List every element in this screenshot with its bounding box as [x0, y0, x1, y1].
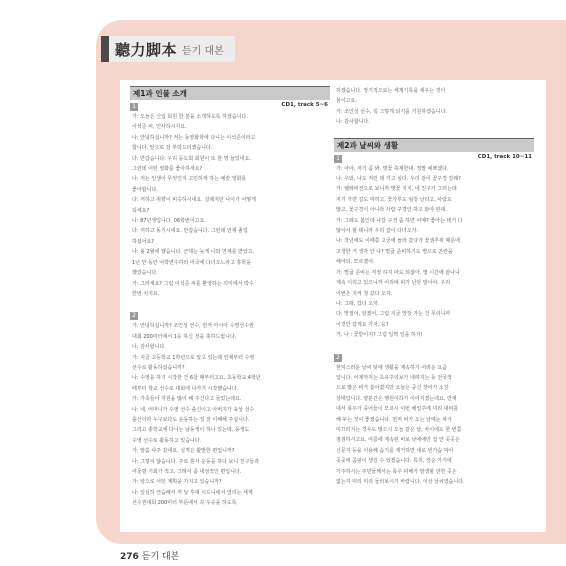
text-line: 가: 앞으로 어떤 계획을 가지고 있습니까?: [132, 479, 222, 486]
text-line: 다: 저하고 동기시네요. 반갑습니다. 그런데 언제 졸업: [132, 228, 248, 235]
text-line: 계속 이리고 있으니까 이리에 피가 난닫 말이야. 우리: [336, 280, 451, 287]
text-line: 선수권대회 200미터 부문에서 꼭 우승을 하도록: [132, 500, 237, 507]
dialogue-block: [334, 86, 534, 128]
text-line: 나: 수영을 하기 시작한 건 6살 때부터고요, 초등학교 4학년: [132, 375, 261, 382]
text-line: 많고, 꽃구경이 아니라 사람 구경인 하고 와야 된대.: [336, 207, 447, 214]
text-line: 나: 그렇지 않습니다. 주로 혼자 운동을 하다 보니 친구들과: [132, 458, 260, 465]
text-line: 고생한 거 생각 안 나? 벌굽 준비하기도 별으로 곤란을: [336, 248, 453, 255]
text-line: 나: 작년에도 이때쯤 고궁에 놀러 갔다가 꽃샘추위 때문에: [336, 238, 460, 245]
text-line: 선수로 활동하셨습니까?: [132, 364, 185, 371]
lesson-1-title: 제1과 인물 소개: [130, 86, 330, 100]
text-line: 하겠습니다. 장기적으로는 세계기록을 세우는 것이: [336, 88, 446, 94]
text-line: 1년 반 동안 어학연수하러 미국에 다녀오느라고 휴학을: [132, 259, 251, 266]
text-line: 어울릴 기회가 적고, 그래서 좀 내성적인 편입니다.: [132, 469, 242, 475]
text-line: 이석준 씨, 인사하시지요.: [132, 124, 187, 131]
text-line: 이것만 같게요 가자, 응?: [336, 321, 389, 328]
text-line: 나: 87년생입니다. 06학번이고요.: [132, 218, 206, 225]
text-line: 나: 올 2월에 했습니다. 군대는 늦게 나와 면제를 받았고,: [132, 249, 255, 256]
right-column: [334, 86, 534, 487]
dialogue-block: [130, 321, 330, 508]
left-column: [130, 86, 330, 509]
text-line: 가: 그래도 봄인데 나갈 구경 좀 하면 어때? 좋아는 데거 다: [336, 217, 463, 224]
text-line: 많아서 할 테니까 우리 같이 다녀오자.: [336, 228, 418, 235]
page-footer: [120, 549, 179, 562]
text-line: 으로 많은 비가 쏟아졌지만 오늘은 중신 장마가 소강: [336, 385, 449, 392]
page-number: 276: [120, 552, 139, 562]
text-line: 좋아합니다.: [132, 186, 158, 193]
lesson-1-track-row: [130, 102, 330, 112]
text-line: 출신이라 누구보다도 운동하는 걸 잘 이해해 주십니다.: [132, 416, 250, 423]
text-line: 가: 벌굽 준비는 걱정 하지 마도 되잖아. 몇 시간에 끝나니: [336, 269, 460, 276]
text-line: 나: 저는 인생이 무엇인지 고민하게 하는 예술 영화를: [132, 176, 247, 183]
footer-label: 듣기 대본: [141, 552, 180, 562]
text-line: 가: 가족들이 지원을 많이 해 주신다고 들었는데요.: [132, 396, 242, 403]
text-line: 한번 치지요.: [132, 290, 160, 297]
text-line: 가: 말씀 사주 같네요. 성격은 활발한 편입니까?: [132, 448, 235, 455]
lesson-2-track-row: [334, 154, 534, 164]
text-line: 때부터 학교 선수로 대회에 나가기 시작했습니다.: [132, 385, 239, 392]
text-line: 되세요?: [132, 207, 150, 214]
section-number-badge: 2: [334, 354, 342, 362]
text-line: 다: 맞절아, 알겠어, 그럼 지금 망장 가는 건 무리니까: [336, 311, 451, 318]
text-line: 나: 일실히 연습해서 저 달 후에 시드니에서 열리는 세계: [132, 489, 253, 496]
text-line: 꿈이고요.: [336, 98, 357, 105]
text-line: 하셨어요?: [132, 238, 154, 245]
dialogue-block: [334, 164, 534, 341]
text-line: 해야되, 모르겠어.: [336, 259, 375, 266]
track-label: CD1, track 5~6: [281, 102, 328, 108]
header-accent-bar: [101, 36, 109, 62]
text-line: 나: 감사합니다.: [336, 119, 370, 126]
text-line: 가: 텔레비전으로 보니까 벚꽃 지지, 네 친구가 그러는데: [336, 186, 457, 193]
text-line: 이번은 지켜 첫 갔다 오자.: [336, 290, 393, 297]
dialogue-block: [130, 112, 330, 299]
header-title: 聽力脚本: [115, 40, 178, 59]
text-line: 대회 200미터에서 1등 하신 것을 축하드립니다.: [132, 333, 237, 340]
section-header: [101, 36, 235, 62]
text-line: 가: 지금 고등학교 1학년으로 알고 있는데 언제부터 수영: [132, 354, 255, 361]
text-line: 가: 안녕하십니까? 조인성 선수, 먼저 아시아 수영선수권: [132, 323, 254, 330]
text-line: 상태입니다. 양분간은 행원이하가 이어지겠는데요, 연재: [336, 395, 457, 402]
text-line: 없는지 미리 미리 둘러보시기 바랍니다. 이상 날씨였습니다.: [336, 479, 465, 485]
text-line: 나: 안녕하십니까? 저는 동양화학에 다니는 이석준이라고: [132, 134, 256, 141]
text-line: 합니다. 앞으로 잘 부탁드리겠습니다.: [132, 145, 213, 152]
track-label: CD1, track 10~11: [477, 153, 532, 160]
text-line: 점검하시고요, 여름에 계속된 비로 낮에에만 집 안 곳곳은: [336, 437, 460, 444]
text-line: 신문지 등을 이용해 습기를 제거하면 새로 빈가습 막아: [336, 447, 454, 454]
text-line: 저기 가면 길도 막히고, 꽃가루도 엄청 날리고, 사람도: [336, 196, 452, 203]
text-line: 나: 그래, 갔다 오자.: [336, 300, 380, 307]
header-subtitle: 듣기 대본: [182, 45, 224, 57]
lesson-1-section-2-row: [130, 311, 330, 321]
text-line: 그런데 어떤 영화를 좋아하세요?: [132, 166, 203, 173]
section-number-badge: 2: [130, 312, 138, 320]
text-line: 입니다. 어제까지는 초유주의보가 내려지는 등 전국적: [336, 374, 452, 381]
text-line: 나: 감사합니다.: [132, 344, 166, 351]
text-line: 해 두는 것이 좋겠습니다. 먼저 비가 오는 날에는 차가: [336, 416, 452, 423]
lesson-2-section-2-row: [334, 353, 534, 363]
text-line: 미끄러지는 경우도 많으시 오늘 같은 날, 차이에도 한 번쯤: [336, 426, 462, 433]
text-line: 가: 그러세요? 그럼 이석준 씨를 환영하는 의미에서 박수: [132, 280, 254, 287]
text-line: 현익스러운 날씨 탓에 생활을 계속하기 어려운 요즘: [336, 364, 447, 371]
text-line: 다: 반갑습니다. 우리 등도회 회원이 또 한 명 늘었네요.: [132, 155, 252, 162]
section-number-badge: 1: [334, 155, 342, 163]
text-line: 나: 우와, 나도 저런 데 가고 싶다. 우리 같이 꽃구경 갈래?: [336, 176, 461, 183]
narration-block: [334, 363, 534, 488]
text-page: [120, 80, 546, 532]
text-line: 수영 선수로 활동하고 있습니다.: [132, 437, 202, 444]
text-line: 다: 저하고 취향이 비슷하시네요. 실례지만 나이가 어떻게: [132, 197, 256, 204]
lesson-2-title: 제2과 날씨와 생활: [334, 138, 534, 152]
text-line: 가: 아야, 저기 좀 봐. 벚꽃 축제한대. 정말 예쁘겠다.: [336, 165, 449, 172]
section-number-badge: 1: [130, 103, 138, 111]
text-line: 가: 오늘은 신입 회원 한 분을 소개하도록 하겠습니다.: [132, 114, 248, 120]
text-line: 대서 폭우가 종어들이 모르시 이번 해입주에 미리 대비를: [336, 406, 459, 413]
text-line: 가주하시는 주민들께서는 폭우 피해가 발생할 만한 곳은: [336, 468, 457, 475]
text-line: 했었습니다.: [132, 270, 158, 277]
text-line: 그리고 충학교에 다니는 남동생이 하나 있는데, 동생도: [132, 427, 250, 434]
text-line: 나: 네, 어머니가 수영 선수 출신이고 아버지가 육상 선수: [132, 406, 255, 413]
text-line: 가: 조인성 선수, 꼭 그렇게 되기를 기원하겠습니다.: [336, 108, 448, 115]
text-line: 가, 나 : 꽃받이지? 그럼 일찍 일을 하자!: [336, 332, 423, 339]
text-line: 곳곳에 곰팡이 생길 수 있겠습니다. 특히, 장순 가기에: [336, 458, 452, 465]
